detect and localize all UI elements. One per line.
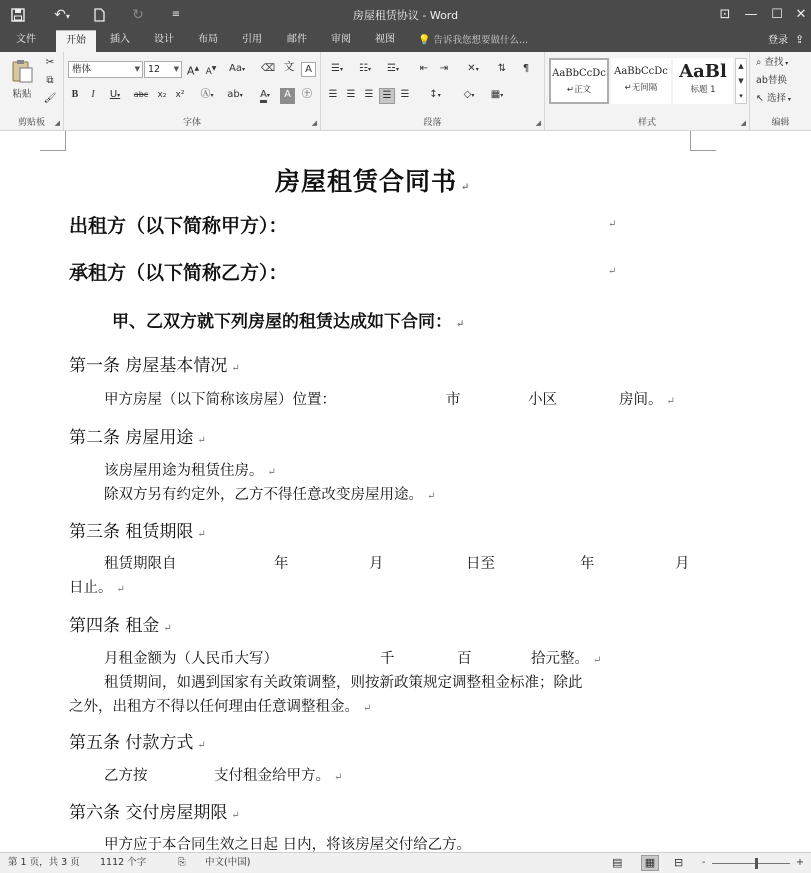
tab-layout[interactable]: 布局 [198, 34, 218, 45]
chevron-down-icon: ▼ [173, 65, 179, 73]
ribbon [0, 52, 811, 131]
find-button[interactable]: ⌕ 查找 ▾ [756, 57, 789, 68]
lessor-line: 出租方（以下简称甲方）： [69, 215, 288, 237]
article-3-year-2: 年 [580, 556, 595, 572]
copy-icon[interactable]: ⧉ [46, 75, 54, 86]
line-spacing-icon[interactable]: ↕▾ [429, 89, 441, 100]
article-4-line-2: 租赁期间，如遇到国家有关政策调整，则按新政策规定调整租金标准；除此 [104, 675, 583, 691]
bold-button[interactable]: B [71, 89, 79, 100]
grow-font-label: A [186, 64, 195, 78]
enclose-characters-icon[interactable]: ㊉ [302, 89, 312, 100]
style-no-spacing[interactable] [611, 58, 671, 104]
subscript-button[interactable]: x₂ [157, 90, 167, 100]
share-icon[interactable]: ⇪ [795, 33, 805, 46]
superscript-button[interactable]: x² [175, 90, 185, 100]
multilevel-list-icon[interactable]: ☲▾ [387, 63, 399, 74]
underline-button[interactable]: U▾ [109, 89, 121, 100]
search-icon: ⌕ [756, 57, 762, 68]
menu-tabs [0, 30, 811, 52]
article-4-line-1: 月租金额为（人民币大写） [104, 651, 278, 667]
italic-button[interactable]: I [91, 89, 95, 100]
cut-icon[interactable]: ✂ [45, 57, 55, 68]
strikethrough-button[interactable]: abc [133, 90, 149, 99]
page-corner-right [690, 131, 716, 151]
paste-label: 粘贴 [12, 89, 32, 100]
character-shading-button[interactable]: A [280, 88, 295, 104]
character-border-button[interactable] [301, 62, 316, 77]
clear-formatting-icon[interactable]: ⌫ [260, 63, 276, 74]
redo-icon[interactable]: ↻ [132, 7, 144, 23]
article-4-line-3: 之外，出租方不得以任何理由任意调整租金。 ↵ [69, 699, 372, 715]
bullets-icon[interactable]: ☰▾ [331, 63, 343, 74]
align-right-icon[interactable]: ☰ [364, 89, 374, 100]
zoom-slider-thumb[interactable] [755, 858, 758, 869]
document-canvas[interactable] [0, 131, 811, 852]
tab-references[interactable]: 引用 [242, 34, 262, 45]
borders-icon[interactable]: ▦▾ [490, 89, 504, 100]
styles-group-label: 样式 [637, 118, 656, 128]
highlight-icon[interactable]: ab▾ [227, 89, 243, 100]
distributed-icon[interactable]: ☰ [400, 89, 410, 100]
style-no-spacing-sample: AaBbCcDc [614, 66, 668, 77]
read-mode-icon[interactable]: ▤ [612, 856, 623, 869]
maximize-icon[interactable]: ☐ [771, 7, 783, 22]
styles-scroll[interactable]: ▲ ▼ ▾ [735, 58, 747, 104]
style-no-spacing-name: ↵无间隔 [624, 83, 658, 93]
paste-button[interactable] [8, 58, 36, 100]
article-3-day-to: 日至 [466, 556, 495, 572]
find-label: 查找 [764, 57, 784, 68]
article-2-title: 第二条 房屋用途 ↵ [69, 428, 206, 448]
article-3-month-2: 月 [675, 556, 690, 572]
font-group-label: 字体 [182, 118, 201, 128]
tab-home[interactable]: 开始 [56, 30, 96, 52]
zoom-slider[interactable] [712, 863, 790, 864]
zoom-in-button[interactable]: + [796, 857, 804, 868]
tell-me-search[interactable] [418, 30, 528, 52]
article-2-line-1: 该房屋用途为租赁住房。 ↵ [104, 463, 276, 479]
new-document-icon[interactable] [90, 5, 108, 25]
style-heading-1[interactable] [673, 58, 733, 104]
web-layout-icon[interactable]: ⊟ [674, 856, 684, 869]
article-4-qian: 千 [380, 651, 395, 667]
minimize-icon[interactable]: — [744, 7, 758, 22]
login-button[interactable]: 登录 [768, 35, 788, 46]
tab-mailings[interactable]: 邮件 [287, 34, 307, 45]
article-2-line-2: 除双方另有约定外，乙方不得任意改变房屋用途。 ↵ [104, 487, 436, 503]
ribbon-display-options-icon[interactable]: ⊡ [719, 7, 731, 22]
article-3-line-2: 日止。 ↵ [69, 580, 125, 596]
justify-icon[interactable]: ☰ [379, 88, 395, 104]
increase-indent-icon[interactable]: ⇥ [439, 63, 449, 74]
paragraph-mark: ↵ [608, 266, 617, 277]
zoom-out-button[interactable]: - [702, 857, 706, 868]
replace-icon: ab [756, 75, 768, 86]
language-indicator[interactable]: 中文(中国) [205, 857, 251, 868]
chevron-down-icon: ▼ [134, 65, 140, 73]
sort-icon[interactable]: ⇅ [497, 63, 507, 74]
character-border-label: A [305, 64, 312, 75]
replace-label: 替换 [767, 75, 787, 86]
paragraph-group-label: 段落 [423, 118, 442, 128]
style-normal-name: ↵正文 [566, 85, 592, 95]
tab-review[interactable]: 审阅 [331, 34, 351, 45]
grow-font-button[interactable]: A▲ [186, 64, 200, 78]
paragraph-mark: ↵ [608, 219, 617, 230]
article-3-year-1: 年 [274, 556, 289, 572]
undo-icon[interactable]: ↶▾ [54, 7, 70, 23]
font-color-button[interactable]: A▾ [254, 88, 276, 104]
style-normal[interactable] [549, 58, 609, 104]
paragraph-group [321, 52, 545, 131]
font-family-value: 楷体 [72, 64, 92, 75]
font-group [64, 52, 321, 131]
tab-file[interactable]: 文件 [16, 34, 36, 45]
tab-design[interactable]: 设计 [154, 34, 174, 45]
article-1-title: 第一条 房屋基本情况 ↵ [69, 356, 240, 376]
clipboard-launcher-icon[interactable]: ◢ [54, 119, 60, 127]
font-launcher-icon[interactable]: ◢ [311, 119, 317, 127]
align-center-icon[interactable]: ☰ [346, 89, 356, 100]
tab-view[interactable]: 视图 [375, 34, 395, 45]
close-icon[interactable]: ✕ [795, 7, 807, 22]
tell-me-text: 告诉我您想要做什么... [433, 35, 529, 46]
page-count[interactable]: 第 1 页，共 3 页 [8, 857, 80, 868]
print-layout-icon[interactable]: ▦ [641, 855, 659, 871]
save-icon[interactable] [8, 5, 28, 25]
phonetic-guide-button[interactable] [280, 60, 298, 76]
change-case-button[interactable]: Aa▾ [229, 63, 245, 74]
font-family-select[interactable] [68, 61, 143, 78]
article-3-line-1: 租赁期限自 [104, 556, 177, 572]
article-5-line-1: 乙方按 [104, 768, 148, 784]
proofing-icon[interactable]: ⎘ [178, 857, 186, 868]
chinese-layout-icon[interactable]: ✕▾ [467, 63, 479, 74]
select-label: 选择 [767, 93, 787, 104]
customize-quick-access-icon[interactable]: ≡ [171, 9, 181, 20]
paste-icon [10, 58, 34, 84]
clipboard-group-label: 剪贴板 [17, 118, 45, 128]
article-6-title: 第六条 交付房屋期限 ↵ [69, 803, 240, 823]
font-size-select[interactable] [144, 61, 182, 78]
article-4-bai: 百 [457, 651, 472, 667]
cursor-icon: ↖ [756, 93, 764, 104]
article-6-line-1: 甲方应于本合同生效之日起 日内，将该房屋交付给乙方。 [104, 837, 472, 852]
article-4-shi: 拾元整。 ↵ [531, 651, 602, 667]
contract-title: 房屋租赁合同书 ↵ [275, 167, 471, 196]
article-1-room: 房间。 ↵ [619, 392, 675, 408]
styles-group [545, 52, 750, 131]
tab-insert[interactable]: 插入 [110, 34, 130, 45]
lessee-line: 承租方（以下简称乙方）： [69, 262, 288, 284]
clipboard-group [0, 52, 64, 131]
word-count[interactable]: 1112 个字 [100, 857, 147, 868]
title-bar [0, 0, 811, 30]
show-marks-icon[interactable]: ¶ [522, 63, 530, 74]
article-3-title: 第三条 租赁期限 ↵ [69, 522, 206, 542]
article-5-title: 第五条 付款方式 ↵ [69, 733, 206, 753]
article-1-line-1: 甲方房屋（以下简称该房屋）位置： [104, 392, 336, 408]
article-3-month-1: 月 [369, 556, 384, 572]
paragraph-launcher-icon[interactable]: ◢ [535, 119, 541, 127]
numbering-icon[interactable]: ☷▾ [359, 63, 371, 74]
lightbulb-icon: 💡 [418, 35, 431, 46]
page-corner-left [40, 131, 66, 151]
format-painter-icon[interactable]: 🖌 [43, 93, 57, 104]
decrease-indent-icon[interactable]: ⇤ [419, 63, 429, 74]
underline-label: U [109, 89, 118, 100]
styles-launcher-icon[interactable]: ◢ [740, 119, 746, 127]
text-effects-icon[interactable]: Ⓐ▾ [200, 89, 214, 100]
article-5-line-1-b: 支付租金给甲方。 ↵ [214, 768, 343, 784]
shrink-font-button[interactable]: A▼ [205, 65, 217, 77]
article-1-district: 小区 [528, 392, 557, 408]
shading-icon[interactable]: ◇▾ [463, 89, 475, 100]
font-color-label: A [260, 89, 267, 103]
replace-button[interactable] [756, 74, 810, 90]
select-button[interactable]: ↖ 选择 ▾ [756, 93, 791, 104]
article-4-title: 第四条 租金 ↵ [69, 616, 172, 636]
style-normal-sample: AaBbCcDc [552, 68, 606, 79]
editing-group-label: 编辑 [771, 118, 790, 128]
font-size-value: 12 [148, 64, 161, 75]
document-title: 房屋租赁协议 - Word [352, 9, 459, 22]
phonetic-guide-label: 文 [283, 60, 295, 73]
align-left-icon[interactable]: ☰ [328, 89, 338, 100]
shrink-font-label: A [205, 67, 212, 77]
intro-line: 甲、乙双方就下列房屋的租赁达成如下合同： ↵ [112, 312, 465, 332]
style-heading-1-name: 标题 1 [690, 85, 716, 95]
article-1-city: 市 [446, 392, 461, 408]
change-case-label: Aa [229, 63, 242, 74]
status-bar [0, 852, 811, 873]
editing-group [750, 52, 811, 131]
style-heading-1-sample: AaBl [679, 61, 727, 82]
